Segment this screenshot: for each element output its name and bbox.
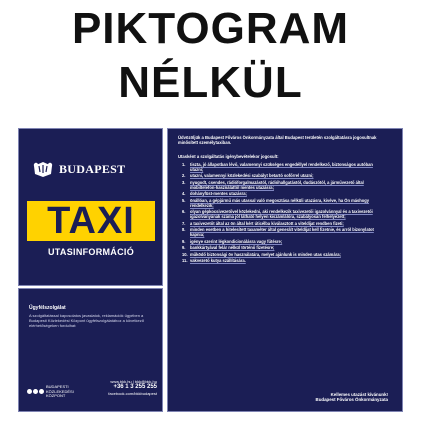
rights-item-number: 6. xyxy=(182,209,186,215)
rights-item-number: 8. xyxy=(182,227,186,233)
closing-line-1: Kellemes utazást kívánunk! xyxy=(330,391,388,397)
bkk-logo xyxy=(27,385,72,399)
rights-item-text: igénye szerint légkondicionálásra vagy fűtésre; xyxy=(190,238,283,244)
budapest-crest-icon xyxy=(31,160,55,178)
rights-list-item xyxy=(182,246,382,251)
rights-item-number: 11. xyxy=(182,258,188,264)
rights-item-text: nyugodt, csendes, rádióforgalmazástól, rádióhallgatástól, dudászótól, a járművezető által mobiltelefon-használattól mentes utazásra; xyxy=(190,179,364,190)
bkk-dots-icon xyxy=(27,389,44,394)
rights-list-item xyxy=(182,240,382,245)
rights-list-item xyxy=(182,210,382,220)
rights-item-number: 5. xyxy=(182,197,186,203)
brand-name: BUDAPEST xyxy=(59,161,126,176)
rights-item-number: 7. xyxy=(182,220,186,226)
rights-item-text: minden esetben a hitelesített taxaméter által generált viteldíjat kell fizetnie, és arról bizonylatot kapnia; xyxy=(190,227,374,238)
contact-strip xyxy=(27,379,157,405)
rights-item-text: működő biztonsági öv használatára, melyet ajánlunk is minden utas számára; xyxy=(190,251,341,257)
rights-subtitle: Utasként a szolgáltatás igénybevételekor jogosult: xyxy=(178,154,279,159)
contact-web[interactable]: www.bkk.hu | bkk@bkk.hu xyxy=(110,379,157,384)
rights-list-item xyxy=(182,228,382,238)
heading-line-2: NÉLKÜL xyxy=(118,58,303,107)
contact-phone[interactable]: +36 1 3 255 255 xyxy=(113,384,157,390)
taxi-subtitle: UTASINFORMÁCIÓ xyxy=(47,247,135,257)
rights-item-text: vakvezető kutya szállítására. xyxy=(190,258,246,264)
budapest-brand xyxy=(31,160,125,178)
taxi-logo-panel xyxy=(18,128,163,286)
taxi-sign xyxy=(27,201,155,241)
rights-list-item xyxy=(182,253,382,258)
rights-item-text: a taxivezetőt által az ön által kért úticélba kiválasztott a viteldíjat rendben fizeti; xyxy=(190,220,344,226)
rights-item-text: olyan gépkocsivezetővel közlekedni, aki rendelkezik taxivezetői igazolvánnyal és a taxivezetői igazolványának száma jól látható helyen kiszámlálóra, szabályosan felhelyezett; xyxy=(190,209,373,220)
rights-item-text: önállóan, a gépjármű más utassal való megosztása nélküli utazásra, kivéve, ha Ön máshogy rendelkezik; xyxy=(190,197,370,208)
rights-item-number: 9. xyxy=(182,245,186,251)
customer-service-panel xyxy=(18,288,163,412)
heading-line-1: PIKTOGRAM xyxy=(71,4,350,53)
rights-item-text: bankkártyával felár nélkül történő fizetésre; xyxy=(190,245,275,251)
rights-item-number: 10. xyxy=(182,251,188,257)
welcome-text: Üdvözöljük a Budapest Főváros Önkormányzata által Budapest területén szolgáltatásra jogosultnak minősített személytaxiban. xyxy=(178,135,377,146)
customer-service-title: Ügyfélszolgálat xyxy=(29,305,66,311)
rights-item-text: dohányfüst-mentes utazásra; xyxy=(190,191,247,197)
customer-service-text: A szolgáltatással kapcsolatos javaslatok, reklamációk ügyében a Budapesti Közlekedési Központ ügyfélszolgálatához a következő elérhetőségeken fordulhat: xyxy=(29,313,144,329)
contact-details xyxy=(95,379,157,396)
rights-list-item xyxy=(182,181,382,191)
rights-item-number: 1. xyxy=(182,162,186,167)
rights-list-item xyxy=(182,163,382,173)
rights-item-text: tiszta, jó állapotban lévő, valamennyi szükséges engedéllyel rendelkező, biztonságos autóban utazni; xyxy=(190,162,373,172)
closing-line-2: Budapest Főváros Önkormányzata xyxy=(315,397,388,403)
rights-list-item xyxy=(182,199,382,209)
closing-text xyxy=(248,392,388,403)
contact-facebook[interactable]: facebook.com/bkkbudapest xyxy=(108,391,157,396)
rights-item-number: 2. xyxy=(182,173,186,179)
rights-list-item xyxy=(182,174,382,179)
rights-item-number: 3. xyxy=(182,179,186,185)
rights-list-item xyxy=(182,192,382,197)
bkk-logo-text: BUDAPESTI KÖZLEKEDÉSI KÖZPONT xyxy=(46,384,74,398)
rights-list-item xyxy=(182,222,382,227)
rights-item-text: utazni, valamennyi közlekedési szabályt betartó sofőrrel utazni; xyxy=(190,173,314,179)
rights-list xyxy=(182,163,382,266)
rights-item-number: 9. xyxy=(182,238,186,244)
rights-item-number: 4. xyxy=(182,191,186,197)
taxi-word: TAXI xyxy=(47,200,135,242)
passenger-rights-panel xyxy=(167,128,403,412)
rights-list-item xyxy=(182,259,382,264)
